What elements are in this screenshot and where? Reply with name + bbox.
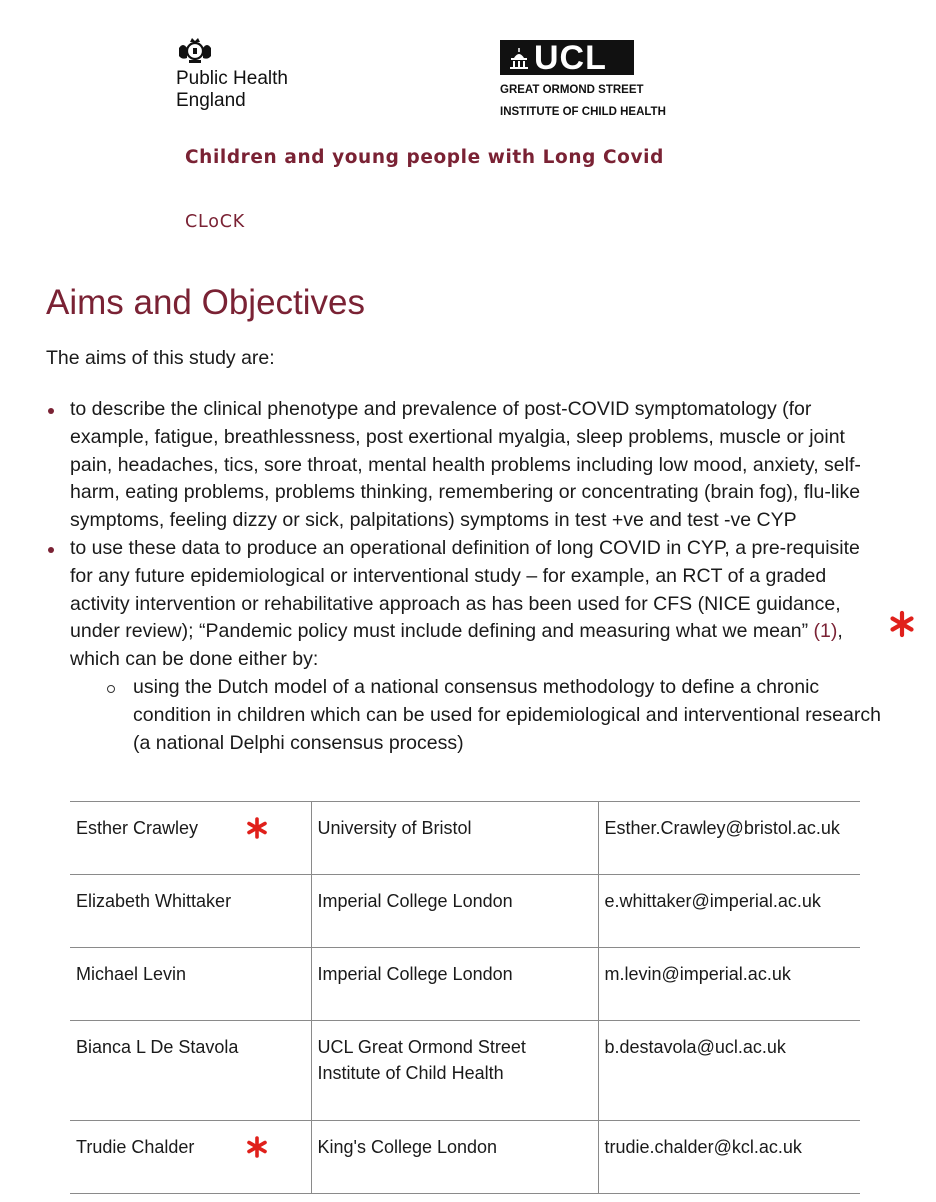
red-asterisk-icon [246,1135,268,1159]
royal-crest-icon [176,36,214,66]
ucl-logo [500,40,666,119]
phe-line-2: England [176,90,246,111]
section-heading: Aims and Objectives [46,283,366,322]
phe-logo [176,36,288,112]
ucl-sub-line-1: GREAT ORMOND STREET [500,84,644,96]
contact-name: Elizabeth Whittaker [70,875,311,948]
ucl-sub-line-2: INSTITUTE OF CHILD HEALTH [500,106,666,118]
contact-institution: Imperial College London [311,948,598,1021]
section-intro: The aims of this study are: [46,347,275,369]
table-row [70,875,860,948]
table-row [70,948,860,1021]
contact-institution: Imperial College London [311,875,598,948]
table-row [70,802,860,875]
aim-item [46,535,886,757]
contact-institution: King's College London [311,1121,598,1194]
contact-name: Trudie Chalder [76,1137,195,1157]
contact-email[interactable]: m.levin@imperial.ac.uk [598,948,860,1021]
ucl-wordmark: UCL [534,39,607,77]
aims-list [46,396,886,757]
contact-institution: University of Bristol [311,802,598,875]
aim-text-before-cite: to use these data to produce an operational definition of long COVID in CYP, a pre-requisite for any future epidemiological or interventional study – for example, an RCT of a graded activity intervention or rehabilitative approach as has been used for CFS (NICE guidance, under review); “Pandemic policy must include defining and measuring what we mean” [70,536,860,643]
contacts-table [70,801,860,1194]
aim-sub-item: using the Dutch model of a national consensus methodology to define a chronic condition in children which can be used for epidemiological and interventional research (a national Delphi consensus process) [70,674,886,757]
ucl-portico-icon [508,46,530,70]
red-asterisk-icon [888,610,916,638]
citation-link[interactable]: (1) [813,620,838,643]
aim-text-after-cite: , which can be done either by: [70,620,843,671]
contact-name: Bianca L De Stavola [70,1021,311,1121]
contact-email[interactable]: trudie.chalder@kcl.ac.uk [598,1121,860,1194]
contact-institution: UCL Great Ormond Street Institute of Child Health [311,1021,598,1121]
contact-email[interactable]: Esther.Crawley@bristol.ac.uk [598,802,860,875]
red-asterisk-icon [246,816,268,840]
aim-item [46,396,886,535]
contact-email[interactable]: e.whittaker@imperial.ac.uk [598,875,860,948]
ucl-wordmark-bar [500,40,634,75]
phe-line-1: Public Health [176,68,288,89]
table-row [70,1021,860,1121]
contact-name: Esther Crawley [76,818,199,838]
contact-email[interactable]: b.destavola@ucl.ac.uk [598,1021,860,1121]
aim-text: to describe the clinical phenotype and prevalence of post-COVID symptomatology (for example, fatigue, breathlessness, post exertional myalgia, sleep problems, muscle or joint pain, headaches, tics, sore throat, mental health problems including low mood, anxiety, self-harm, eating problems, problems thinking, remembering or concentrating (brain fog), flu-like symptoms, feeling dizzy or sick, palpitations) symptoms in test +ve and test -ve CYP [70,398,861,532]
document-subtitle: CLoCK [185,212,246,232]
document-title: Children and young people with Long Covid [185,147,664,168]
table-row [70,1121,860,1194]
contact-name: Michael Levin [70,948,311,1021]
aim-sub-list [70,674,886,757]
